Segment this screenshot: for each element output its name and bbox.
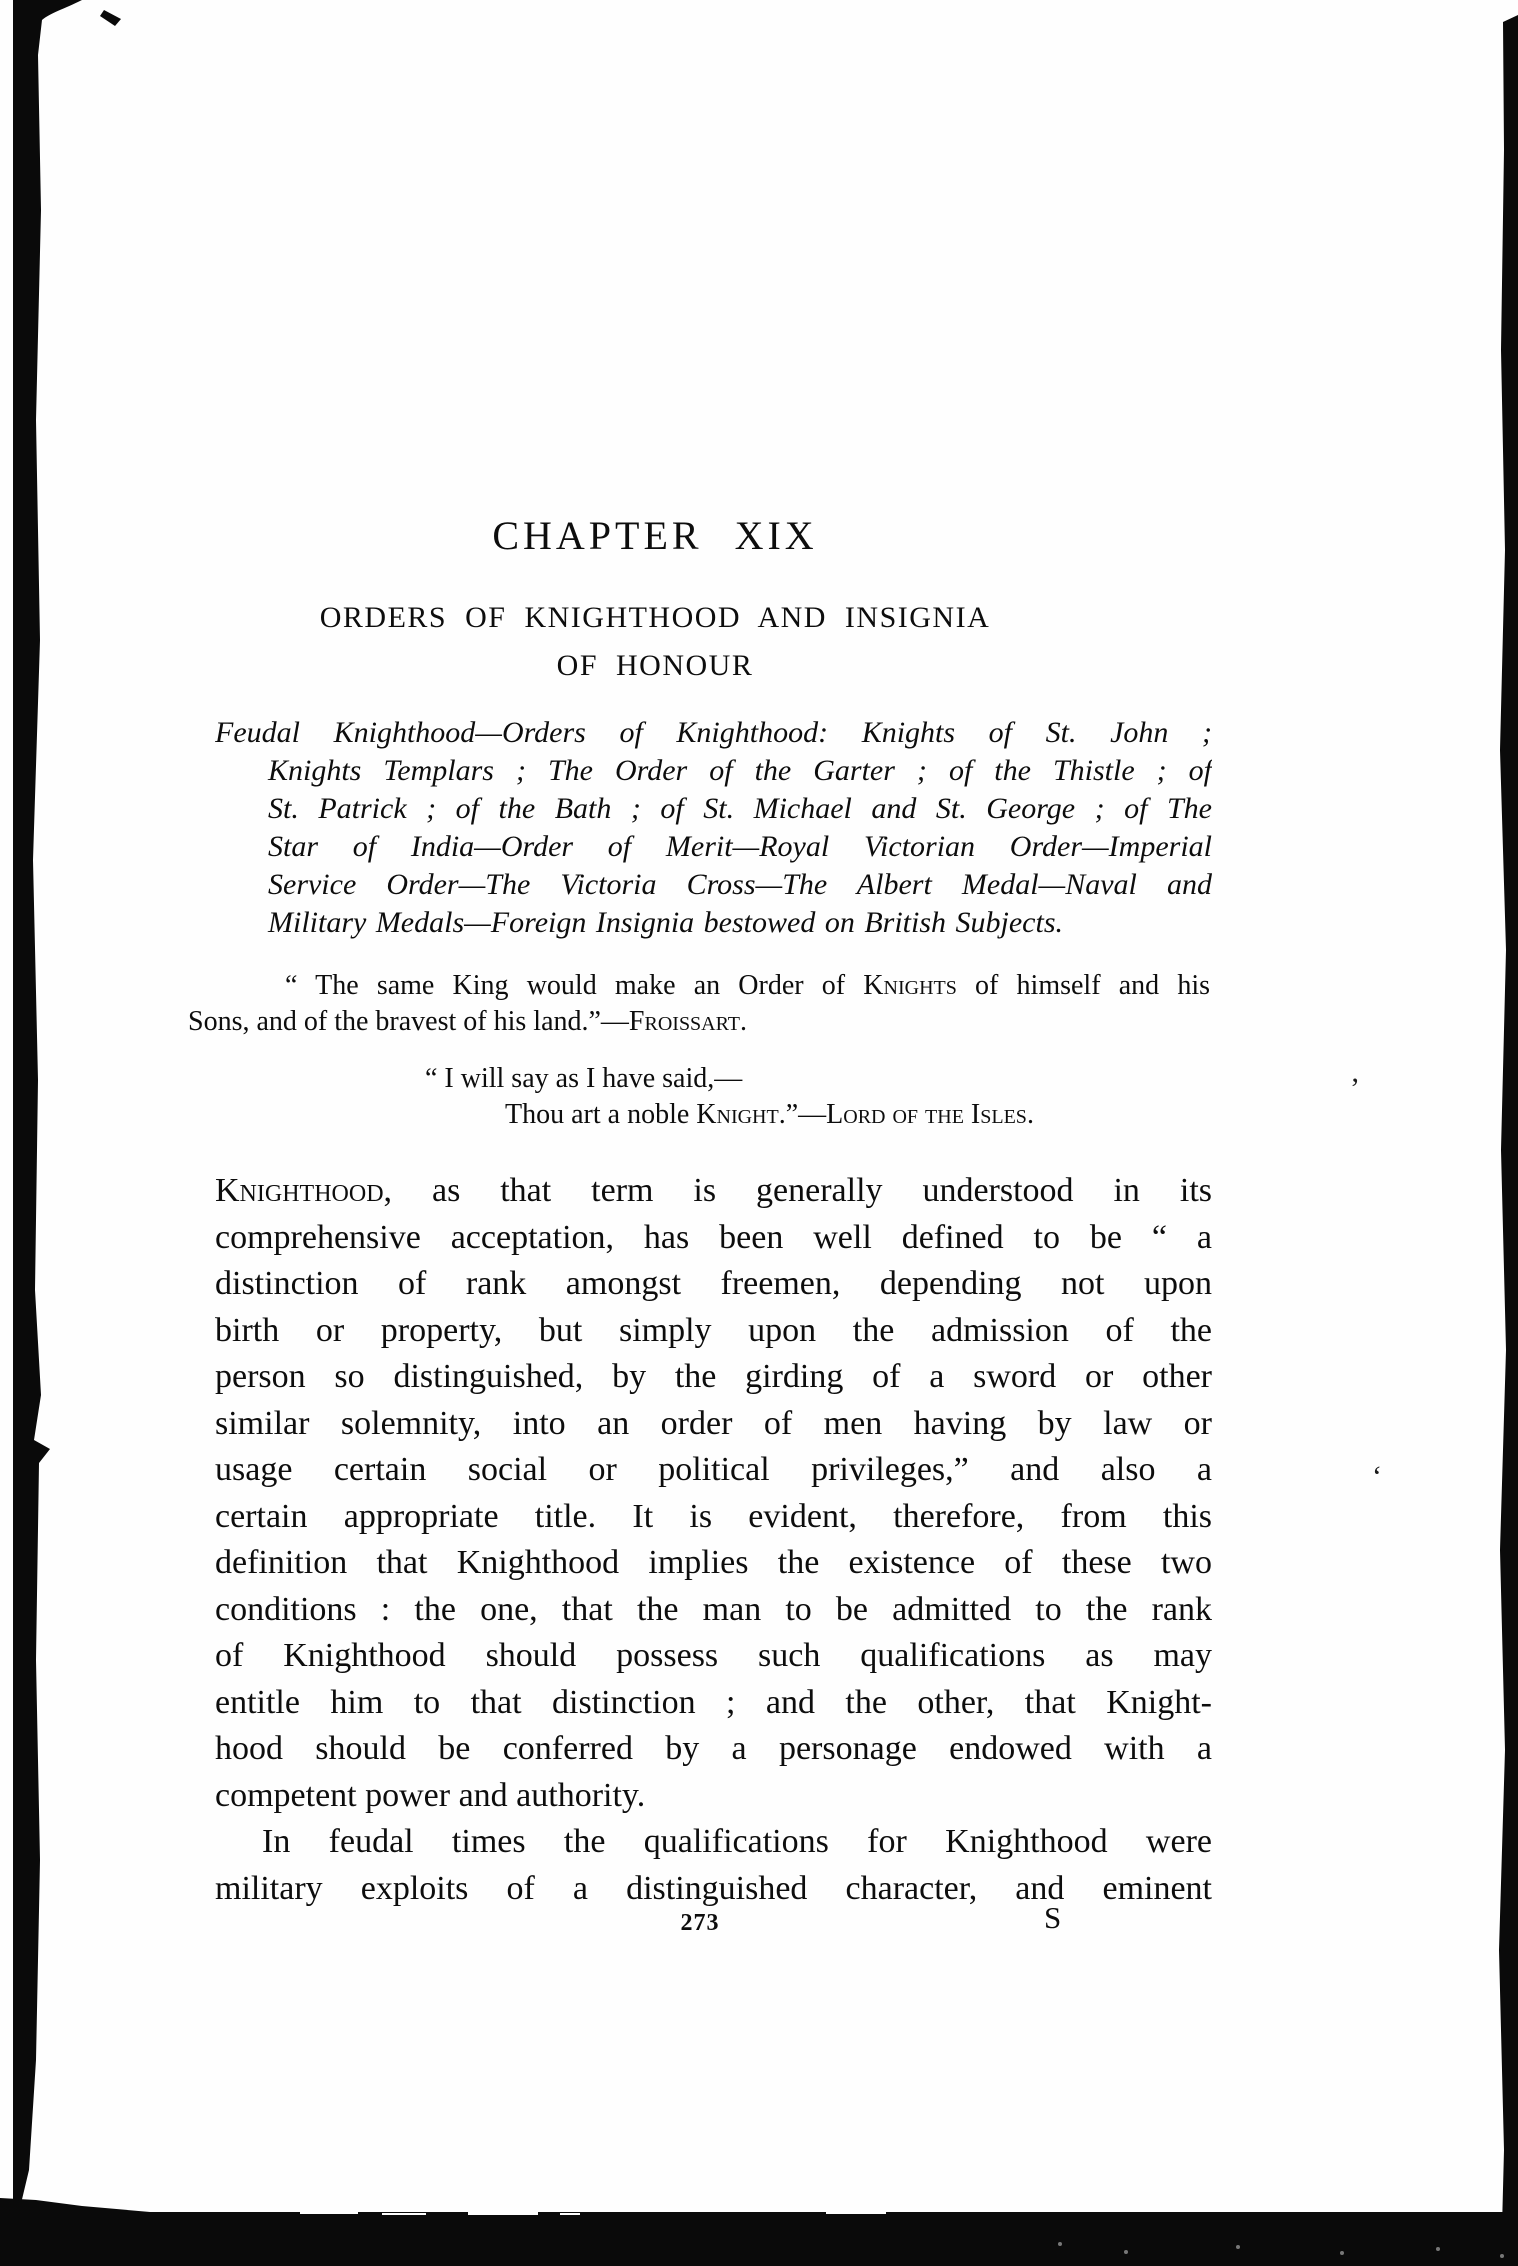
summary-line: Knights Templars ; The Order of the Garter ; of the Thistle ; of <box>268 754 1212 787</box>
body-line: military exploits of a distinguished character, and eminent <box>215 1869 1212 1907</box>
top-tick-mark <box>100 10 121 26</box>
margin-speck-mark: ’ <box>1350 1072 1360 1105</box>
smallcaps-word: Froissart <box>628 1006 740 1037</box>
quote-line <box>188 968 1210 1004</box>
quote-text: Thou art a noble <box>505 1099 697 1130</box>
froissart-quote <box>188 968 1210 1040</box>
summary-line: Service Order—The Victoria Cross—The Albert Medal—Naval and <box>268 868 1212 901</box>
body-line: conditions : the one, that the man to be admitted to the rank <box>215 1590 1212 1628</box>
page-number: 273 <box>680 1910 720 1936</box>
printer-signature: S <box>1044 1900 1062 1935</box>
summary-line: Star of India—Order of Merit—Royal Victorian Order—Imperial <box>268 830 1212 863</box>
chapter-heading: CHAPTER XIX <box>492 513 818 558</box>
body-line: usage certain social or political privileges,” and also a <box>215 1451 1212 1488</box>
body-line: comprehensive acceptation, has been well defined to be “ a <box>215 1218 1212 1256</box>
bottom-black-bar <box>0 2198 1518 2266</box>
body-line: In feudal times the qualifications for Knighthood were <box>262 1823 1212 1860</box>
body-line: definition that Knighthood implies the existence of these two <box>215 1544 1212 1581</box>
smallcaps-word: Knights <box>863 970 957 1001</box>
lord-of-the-isles-quote <box>215 1061 1212 1133</box>
quote-text: . <box>1026 1099 1034 1130</box>
summary-line: Feudal Knighthood—Orders of Knighthood: Knights of St. John ; <box>215 716 1212 749</box>
summary-line: Military Medals—Foreign Insignia bestowed on British Subjects. <box>268 906 1063 939</box>
smallcaps-word: Knight <box>696 1099 779 1130</box>
body-line: birth or property, but simply upon the admission of the <box>215 1311 1212 1349</box>
body-line: competent power and authority. <box>215 1776 646 1814</box>
body-line: entitle him to that distinction ; and the other, that Knight- <box>215 1683 1212 1721</box>
chapter-subtitle <box>215 594 1095 690</box>
body-line: certain appropriate title. It is evident, therefore, from this <box>215 1497 1212 1535</box>
body-line: distinction of rank amongst freemen, depending not upon <box>215 1265 1212 1302</box>
subtitle-line-2: OF HONOUR <box>556 649 754 682</box>
quote-text: Sons, and of the bravest of his land.”— <box>188 1006 629 1037</box>
quote-text: .”— <box>778 1099 827 1130</box>
quote-line: “ I will say as I have said,— <box>425 1063 743 1094</box>
quote-line <box>505 1097 1212 1133</box>
chapter-summary <box>215 714 1212 942</box>
right-edge-stripe <box>1499 15 1518 2266</box>
body-line: similar solemnity, into an order of men having by law or <box>215 1404 1212 1442</box>
body-line: of Knighthood should possess such qualifications as may <box>215 1637 1212 1674</box>
body-line <box>215 1168 1212 1215</box>
body-line: person so distinguished, by the girding of a sword or other <box>215 1358 1212 1395</box>
subtitle-line-1: ORDERS OF KNIGHTHOOD AND INSIGNIA <box>319 601 991 634</box>
summary-line: St. Patrick ; of the Bath ; of St. Michael and St. George ; of The <box>268 792 1212 825</box>
quote-text: of himself and his <box>956 970 1210 1001</box>
body-text-run: , as that term is generally understood in its <box>383 1172 1212 1209</box>
quote-line <box>188 1004 1210 1040</box>
quote-text: “ The same King would make an Order of <box>285 970 864 1001</box>
smallcaps-word: Lord of the Isles <box>826 1099 1027 1130</box>
body-text <box>215 1168 1212 1912</box>
smallcaps-word: Knighthood <box>215 1172 384 1209</box>
margin-speck-mark: ‘ <box>1372 1460 1382 1493</box>
body-line: hood should be conferred by a personage endowed with a <box>215 1730 1212 1767</box>
left-gutter-stripe <box>13 0 82 2213</box>
quote-text: . <box>739 1006 747 1037</box>
